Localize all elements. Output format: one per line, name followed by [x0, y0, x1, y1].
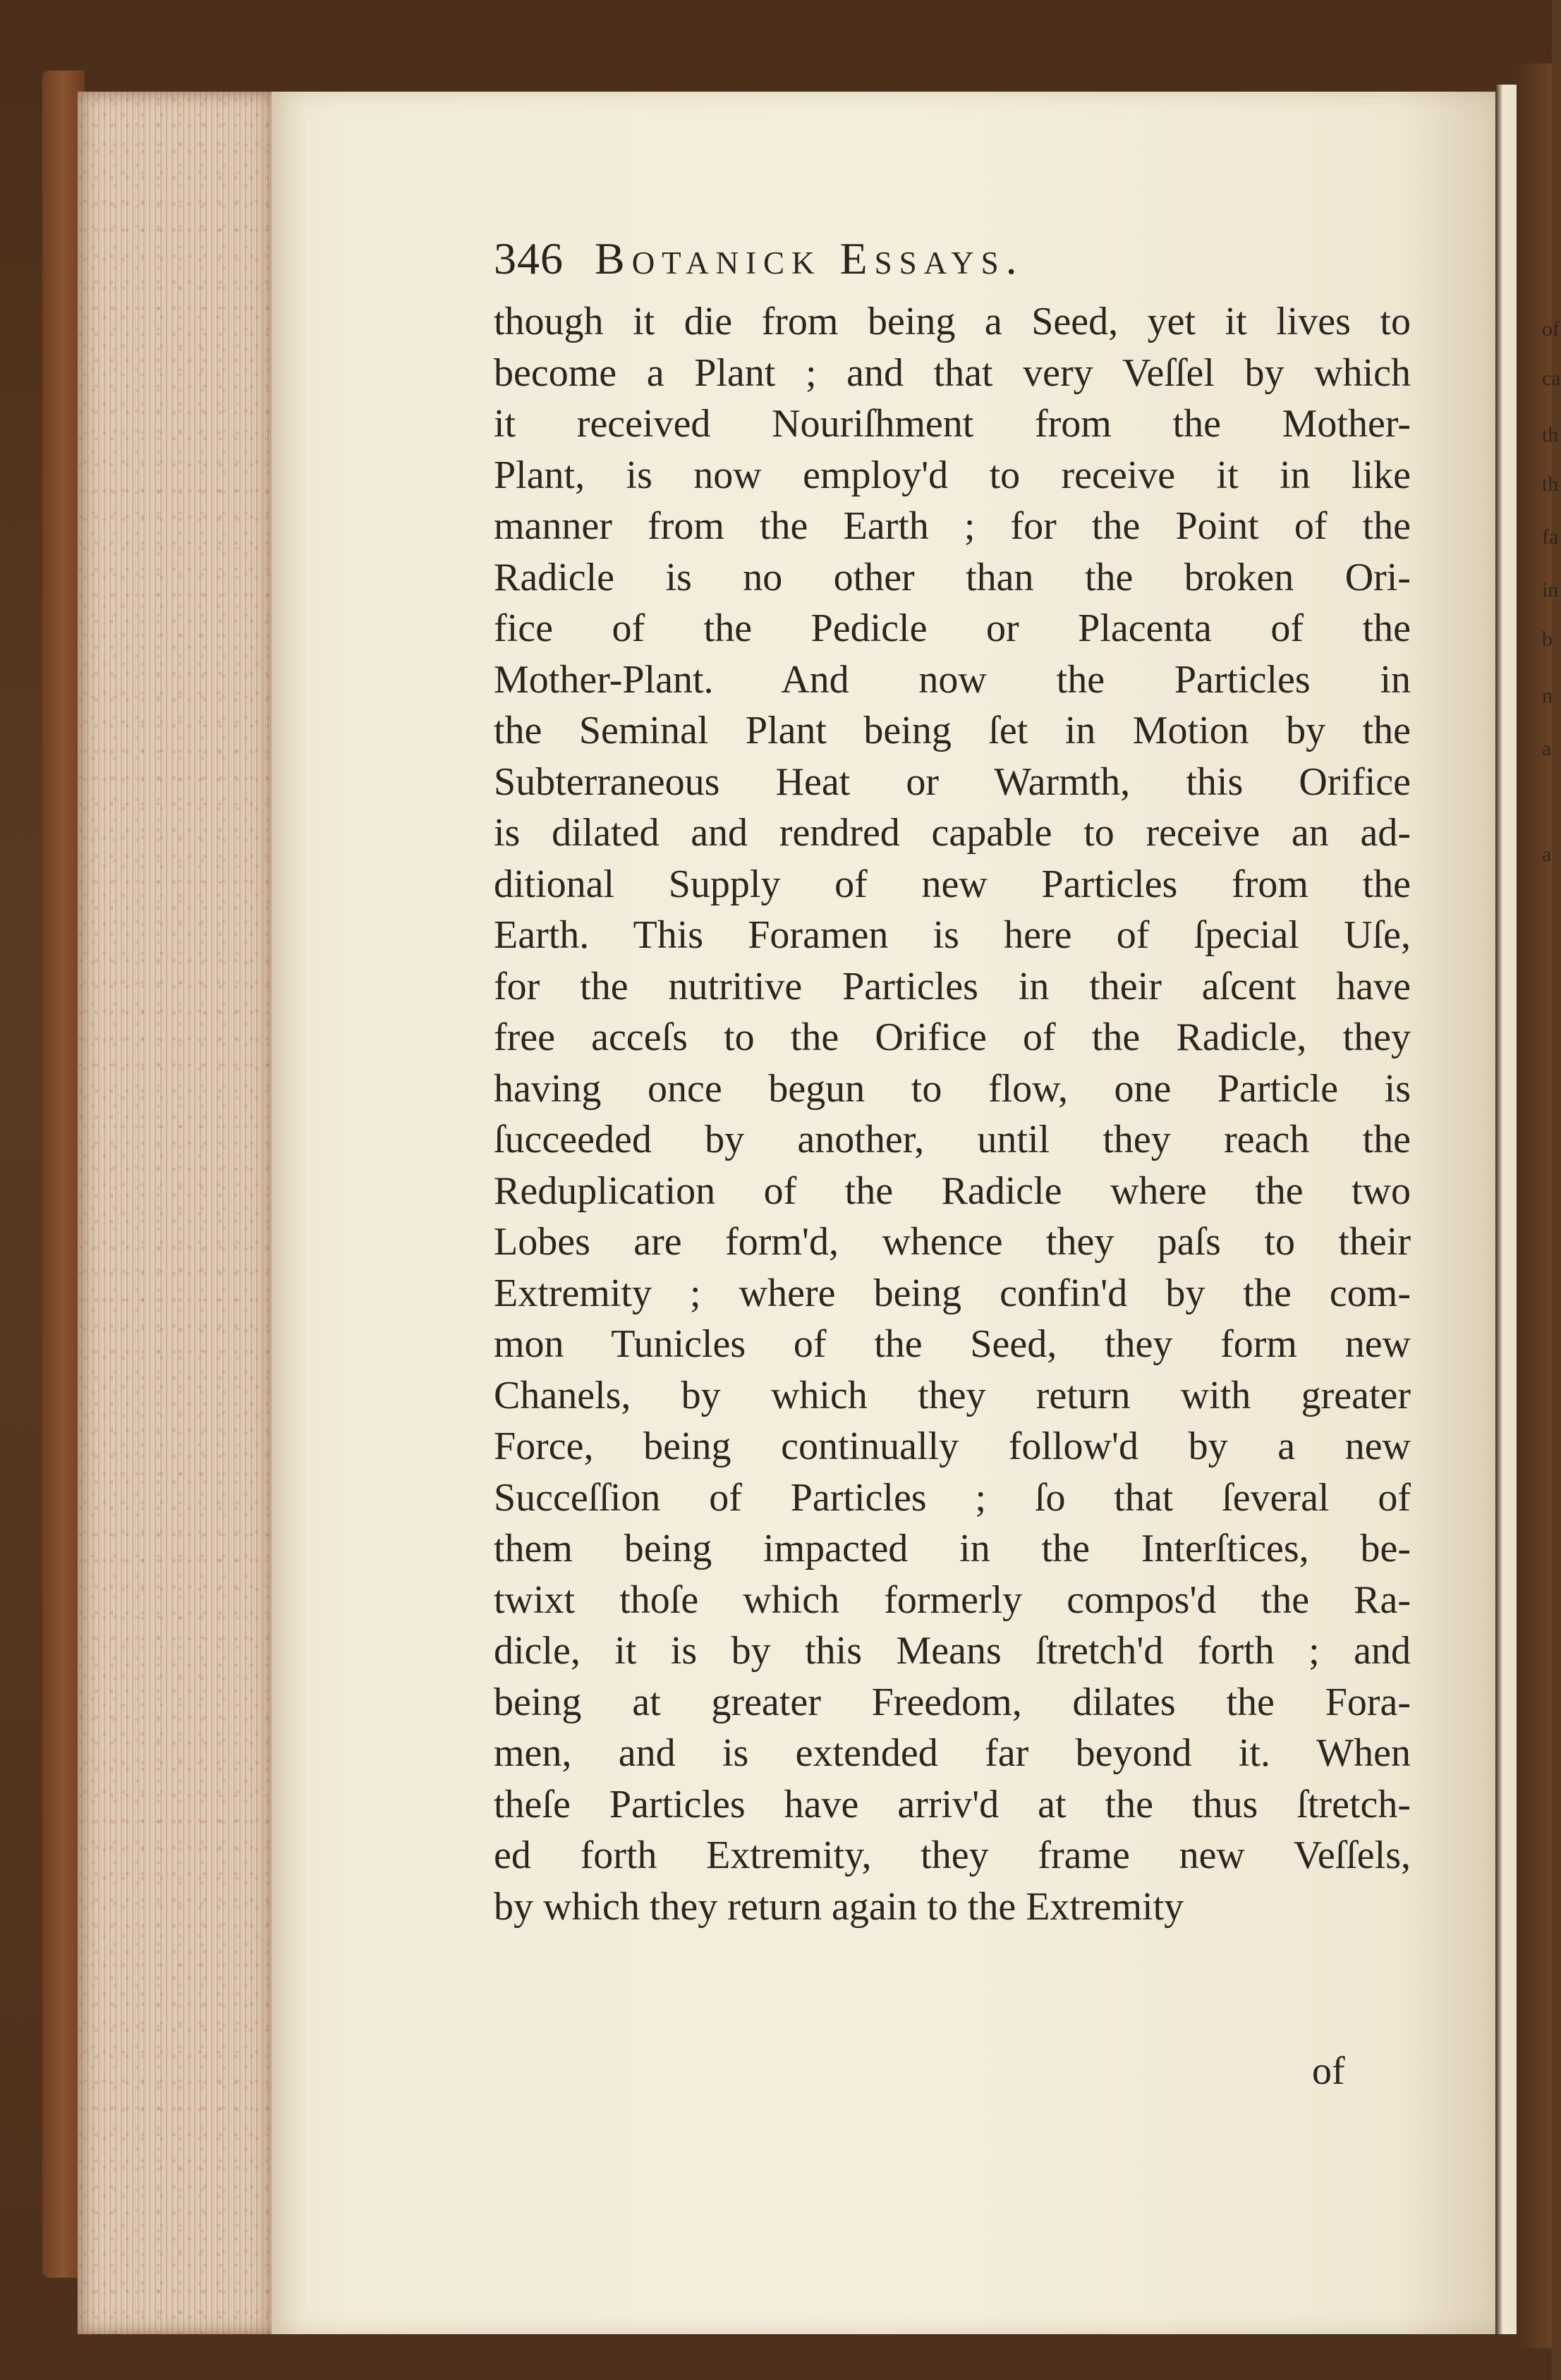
text-line: dicle, it is by this Means ſtretch'd forth ; and [494, 1629, 1411, 1673]
facing-page-fragment: fa [1542, 525, 1559, 549]
text-line: by which they return again to the Extremity [494, 1884, 1184, 1929]
facing-page-fragment: ca [1542, 367, 1561, 390]
text-line: them being impacted in the Interſtices, be- [494, 1527, 1411, 1570]
facing-page-fragment: a [1542, 737, 1552, 760]
text-line: ſucceeded by another, until they reach the [494, 1118, 1411, 1161]
text-line: ed forth Extremity, they frame new Veſſels, [494, 1833, 1411, 1877]
text-line: for the nutritive Particles in their aſcent have [494, 964, 1411, 1008]
text-line: Mother-Plant. And now the Particles in [494, 657, 1411, 702]
text-line: the Seminal Plant being ſet in Motion by the [494, 709, 1411, 752]
text-line: mon Tunicles of the Seed, they form new [494, 1322, 1411, 1366]
facing-page-fragment: in [1542, 578, 1559, 602]
text-line: is dilated and rendred capable to receive an ad- [494, 811, 1411, 855]
page-header [494, 233, 1481, 285]
facing-page-fragment: of [1542, 317, 1560, 341]
text-line: manner from the Earth ; for the Point of the [494, 504, 1411, 548]
text-line: Plant, is now employ'd to receive it in like [494, 453, 1411, 497]
facing-page-fragment: n [1542, 684, 1553, 707]
text-line: Earth. This Foramen is here of ſpecial Uſe, [494, 913, 1411, 957]
text-line: Succeſſion of Particles ; ſo that ſeveral of [494, 1475, 1411, 1520]
text-line: Extremity ; where being confin'd by the com- [494, 1271, 1411, 1315]
text-line: having once begun to flow, one Particle is [494, 1066, 1411, 1111]
sprinkled-edge [78, 92, 275, 2334]
text-line: though it die from being a Seed, yet it lives to [494, 300, 1411, 343]
text-line: Chanels, by which they return with greater [494, 1373, 1411, 1417]
page-number: 346 [494, 233, 564, 283]
facing-page-fragment: a [1542, 843, 1552, 866]
text-line: twixt thoſe which formerly compos'd the Ra- [494, 1577, 1411, 1622]
text-line: ditional Supply of new Particles from the [494, 862, 1411, 906]
running-head: Botanick Essays. [595, 233, 1024, 283]
text-line: Force, being continually follow'd by a new [494, 1424, 1411, 1468]
text-line: theſe Particles have arriv'd at the thus ſtretch- [494, 1782, 1411, 1826]
text-line: being at greater Freedom, dilates the Fora- [494, 1680, 1411, 1724]
body-text [494, 296, 1411, 1932]
text-line: it received Nouriſhment from the Mother- [494, 402, 1411, 446]
catchword: of [1312, 2049, 1345, 2093]
text-line: Lobes are form'd, whence they paſs to their [494, 1220, 1411, 1264]
facing-page-fragment: th [1542, 472, 1559, 496]
text-line: free acceſs to the Orifice of the Radicle, they [494, 1015, 1411, 1059]
text-line: Reduplication of the Radicle where the two [494, 1168, 1411, 1213]
facing-page-fragment: b [1542, 628, 1553, 651]
text-line: men, and is extended far beyond it. When [494, 1731, 1411, 1775]
facing-page-fragment: th [1542, 423, 1559, 446]
right-cover [1517, 63, 1552, 2348]
text-line: become a Plant ; and that very Veſſel by which [494, 350, 1411, 395]
text-line: fice of the Pedicle or Placenta of the [494, 606, 1411, 650]
text-line: Radicle is no other than the broken Ori- [494, 555, 1411, 599]
text-line: Subterraneous Heat or Warmth, this Orifice [494, 759, 1411, 804]
